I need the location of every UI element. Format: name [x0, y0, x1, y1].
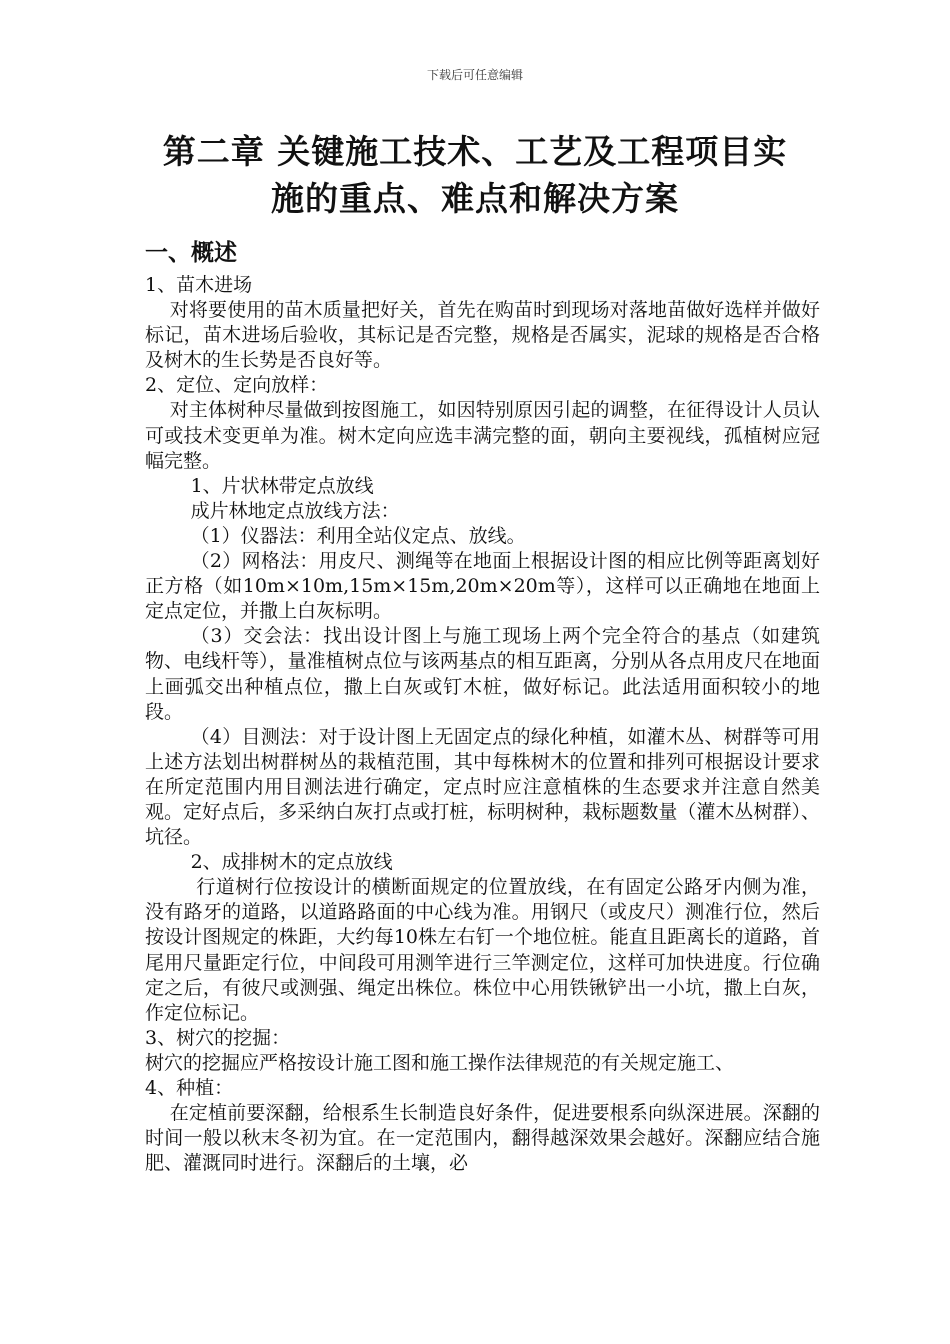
paragraph: 成片林地定点放线方法： — [190, 499, 400, 522]
paragraph: 在定植前要深翻，给根系生长制造良好条件，促进要根系向纵深进展。深翻的时间一般以秋末冬初为宜。在一定范围内，翻得越深效果会越好。深翻应结合施肥、灌溉同时进行。深翻后的土壤，必 — [145, 1102, 820, 1175]
subitem-forest-belt: 1、片状林带定点放线 — [190, 474, 374, 497]
paragraph: 对主体树种尽量做到按图施工，如因特别原因引起的调整，在征得设计人员认可或技术变更单为准。树木定向应选丰满完整的面，朝向主要视线，孤植树应冠幅完整。 — [145, 399, 820, 472]
item-positioning: 2、定位、定向放样： — [145, 374, 329, 397]
paragraph: 树穴的挖掘应严格按设计施工图和施工操作法律规范的有关规定施工、 — [145, 1051, 735, 1074]
item-tree-pit: 3、树穴的挖掘： — [145, 1026, 291, 1049]
body-text — [145, 273, 820, 1176]
item-seedling-arrival: 1、苗木进场 — [145, 274, 253, 296]
subitem-row-trees: 2、成排树木的定点放线 — [190, 851, 393, 874]
item-planting: 4、种植： — [145, 1077, 234, 1099]
chapter-title-line-1: 第二章 关键施工技术、工艺及工程项目实 — [162, 132, 788, 171]
method-intersection: （3）交会法：找出设计图上与施工现场上两个完全符合的基点（如建筑物、电线杆等），量准植树点位与该两基点的相互距离，分别从各点用皮尺在地面上画弧交出种植点位，撒上白灰或钉木桩，做好标记。此法适用面积较小的地段。 — [145, 625, 820, 723]
section-heading-overview: 一、概述 — [145, 239, 237, 266]
method-visual: （4）目测法：对于设计图上无固定点的绿化种植，如灌木丛、树群等可用上述方法划出树群树丛的栽植范围，其中每株树木的位置和排列可根据设计要求在所定范围内用目测法进行确定，定点时应注意植株的生态要求并注意自然美观。定好点后，多采纳白灰打点或打桩，标明树种，栽标题数量（灌木丛树群）、坑径。 — [145, 725, 820, 849]
method-grid: （2）网格法：用皮尺、测绳等在地面上根据设计图的相应比例等距离划好正方格（如10m×10m,15m×15m,20m×20m等），这样可以正确地在地面上定点定位，并撒上白灰标明。 — [145, 550, 820, 623]
paragraph: 行道树行位按设计的横断面规定的位置放线，在有固定公路牙内侧为准，没有路牙的道路，以道路路面的中心线为准。用钢尺（或皮尺）测准行位，然后按设计图规定的株距，大约每10株左右钉一个地位桩。能直且距离长的道路，首尾用尺量距定行位，中间段可用测竿进行三竿测定位，这样可加快进度。行位确定之后，有彼尺或测强、绳定出株位。株位中心用铁锹铲出一小坑，撒上白灰，作定位标记。 — [145, 876, 820, 1024]
page-header: 下载后可任意编辑 — [426, 68, 523, 82]
paragraph: 对将要使用的苗木质量把好关，首先在购苗时到现场对落地苗做好选样并做好标记，苗木进场后验收，其标记是否完整，规格是否属实，泥球的规格是否合格及树木的生长势是否良好等。 — [145, 299, 820, 372]
method-instrument: （1）仪器法：利用全站仪定点、放线。 — [190, 524, 526, 547]
chapter-title-line-2: 施的重点、难点和解决方案 — [271, 179, 679, 218]
